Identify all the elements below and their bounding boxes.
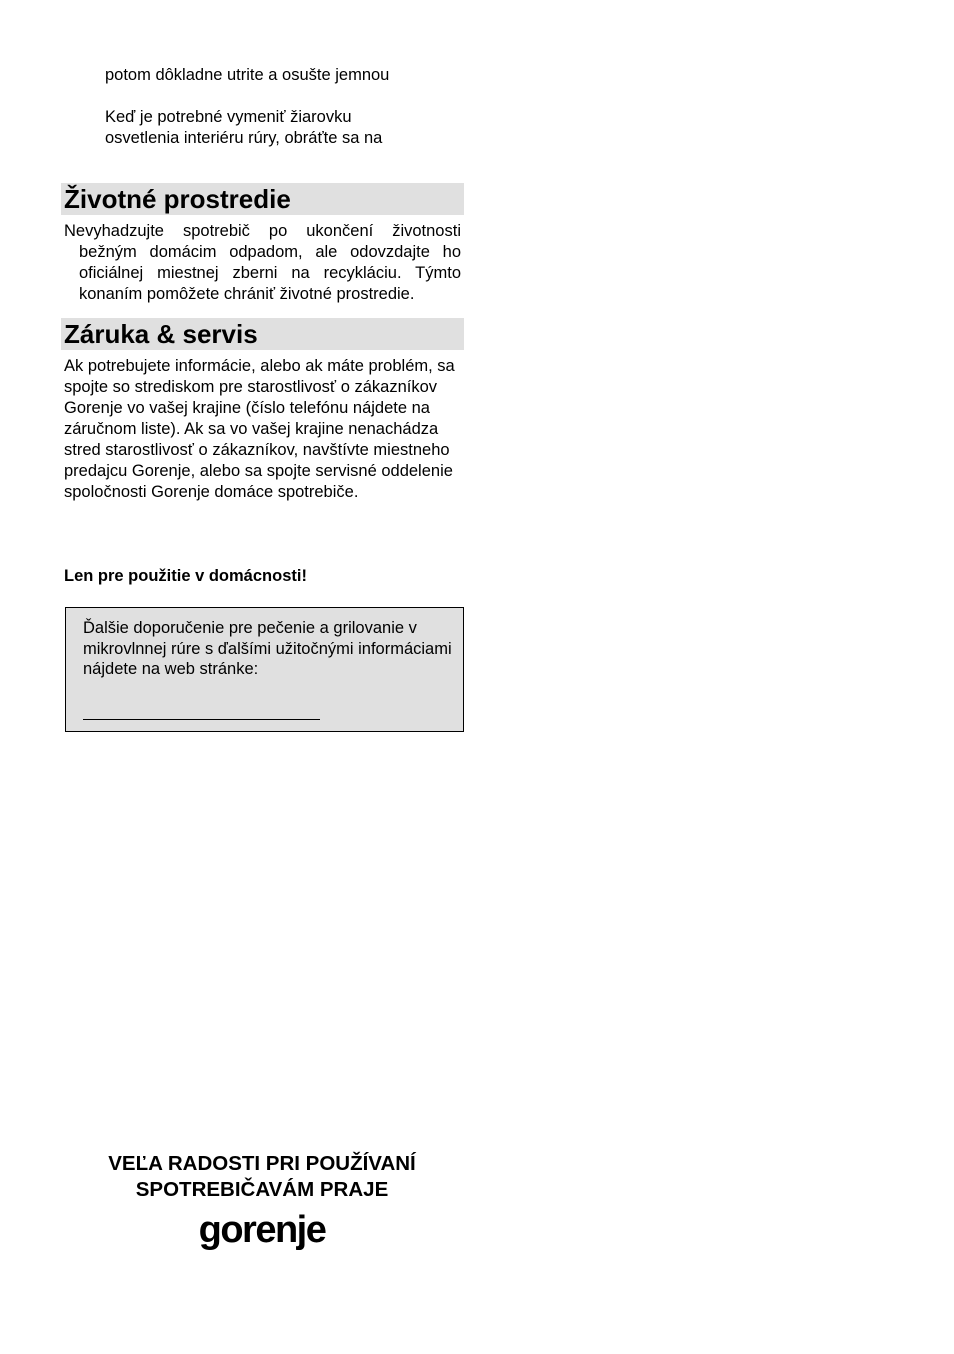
environment-text: Nevyhadzujte spotrebič po ukončení životnosti bežným domácim odpadom, ale odovzdajte ho oficiálnej miestnej zberni na recykláciu. Týmto konaním pomôžete chrániť životné prostredie. [64,222,461,303]
warranty-heading-bar [61,318,464,350]
environment-heading: Životné prostredie [64,184,291,214]
web-address-line [83,719,320,720]
web-info-text: Ďalšie doporučenie pre pečenie a grilovanie v mikrovlnnej rúre s ďalšími užitočnými informáciami nájdete na web stránke: [83,619,452,678]
environment-heading-bar [61,183,464,215]
warranty-text: Ak potrebujete informácie, alebo ak máte problém, sa spojte so strediskom pre starostlivosť o zákazníkov Gorenje vo vašej krajine (číslo telefónu nájdete na záručnom liste). Ak sa vo vašej krajine nenachádza stred starostlivosť o zákazníkov, navštívte miestneho predajcu Gorenje, alebo sa spojte servisné oddelenie spoločnosti Gorenje domáce spotrebiče. [64,357,455,501]
closing-line-1: VEĽA RADOSTI PRI POUŽÍVANÍ [108,1152,416,1175]
household-use-note: Len pre použitie v domácnosti! [64,567,307,585]
gorenje-logo: gorenje [198,1209,326,1251]
cleaning-instruction-text: potom dôkladne utrite a osušte jemnou [105,66,390,84]
web-info-box [65,607,464,732]
warranty-heading: Záruka & servis [64,319,258,349]
bulb-instruction-line-2: osvetlenia interiéru rúry, obráťte sa na [105,129,383,147]
bulb-instruction-line-1: Keď je potrebné vymeniť žiarovku [105,108,352,126]
closing-line-2: SPOTREBIČAVÁM PRAJE [135,1178,389,1201]
